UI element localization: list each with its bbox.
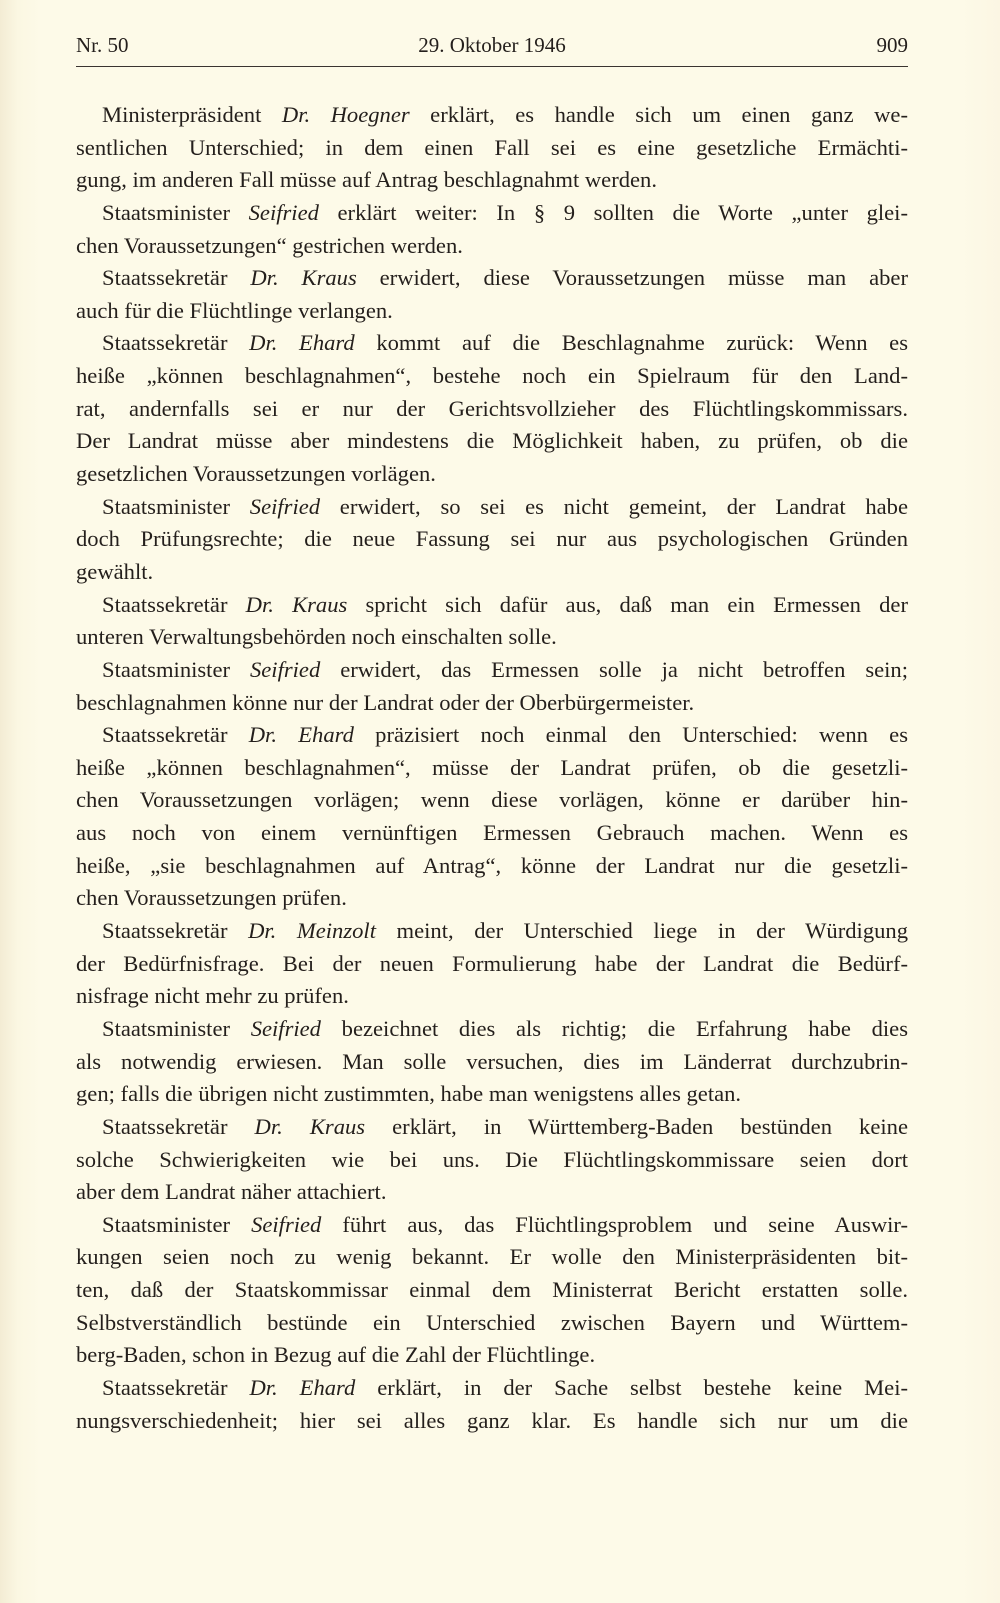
speaker-name: Dr. Ehard bbox=[248, 722, 354, 748]
text-run: chen Voraussetzungen“ gestrichen werden. bbox=[76, 232, 463, 258]
paragraph bbox=[76, 589, 908, 654]
text-run: gung, im anderen Fall müsse auf Antrag beschlagnahmt werden. bbox=[76, 167, 658, 193]
text-run: chen Voraussetzungen prüfen. bbox=[76, 885, 347, 911]
text-run: meint, der Unterschied liege in der Würdigung bbox=[375, 918, 909, 944]
header-date: 29. Oktober 1946 bbox=[418, 33, 566, 57]
text-line bbox=[76, 393, 908, 426]
text-run: heiße „können beschlagnahmen“, bestehe noch ein Spielraum für den Land- bbox=[76, 363, 908, 389]
text-line bbox=[76, 817, 908, 850]
text-line bbox=[76, 1307, 908, 1340]
text-run: rat, andernfalls sei er nur der Gerichtsvollzieher des Flüchtlingskommissars. bbox=[76, 395, 908, 421]
text-run: erklärt weiter: In § 9 sollten die Worte „unter glei- bbox=[318, 199, 908, 225]
text-run: kungen seien noch zu wenig bekannt. Er wolle den Ministerpräsidenten bit- bbox=[76, 1244, 908, 1270]
text-run: Staatssekretär bbox=[102, 265, 251, 291]
page-number: 909 bbox=[876, 33, 908, 57]
text-line bbox=[76, 1078, 908, 1111]
text-run: spricht sich dafür aus, daß man ein Ermessen der bbox=[347, 591, 908, 617]
text-line bbox=[76, 719, 908, 752]
text-run: Staatssekretär bbox=[102, 1113, 255, 1139]
text-line bbox=[76, 491, 908, 524]
text-line bbox=[76, 1241, 908, 1274]
speaker-name: Seifried bbox=[251, 1211, 322, 1237]
text-run: auch für die Flüchtlinge verlangen. bbox=[76, 297, 393, 323]
text-line bbox=[76, 99, 908, 132]
text-line bbox=[76, 425, 908, 458]
text-run: beschlagnahmen könne nur der Landrat oder der Oberbürgermeister. bbox=[76, 689, 695, 715]
text-run: erwidert, diese Voraussetzungen müsse man aber bbox=[356, 265, 908, 291]
text-run: bezeichnet dies als richtig; die Erfahrung habe dies bbox=[320, 1015, 908, 1041]
text-run: Der Landrat müsse aber mindestens die Möglichkeit haben, zu prüfen, ob die bbox=[76, 428, 908, 454]
text-run: Staatssekretär bbox=[102, 591, 246, 617]
speaker-name: Dr. Kraus bbox=[250, 265, 357, 291]
text-line bbox=[76, 687, 908, 720]
paragraph bbox=[76, 1013, 908, 1111]
text-run: doch Prüfungsrechte; die neue Fassung sei nur aus psychologischen Gründen bbox=[76, 526, 908, 552]
text-run: nungsverschiedenheit; hier sei alles ganz klar. Es handle sich nur um die bbox=[76, 1407, 908, 1433]
text-line bbox=[76, 850, 908, 883]
paragraph bbox=[76, 327, 908, 490]
text-run: als notwendig erwiesen. Man solle versuchen, dies im Länderrat durchzubrin- bbox=[76, 1048, 908, 1074]
text-line bbox=[76, 523, 908, 556]
text-run: erwidert, das Ermessen solle ja nicht betroffen sein; bbox=[320, 656, 909, 682]
issue-number: Nr. 50 bbox=[76, 33, 129, 57]
speaker-name: Dr. Kraus bbox=[254, 1113, 366, 1139]
text-line bbox=[76, 132, 908, 165]
text-line bbox=[76, 262, 908, 295]
text-run: Ministerpräsident bbox=[102, 102, 282, 127]
text-line bbox=[76, 1372, 908, 1405]
text-run: aber dem Landrat näher attachiert. bbox=[76, 1179, 387, 1205]
text-run: Staatsminister bbox=[102, 656, 250, 682]
text-line bbox=[76, 1144, 908, 1177]
text-run: Staatsminister bbox=[102, 199, 249, 225]
text-line bbox=[76, 1013, 908, 1046]
text-run: gesetzlichen Voraussetzungen vorlägen. bbox=[76, 461, 436, 487]
text-line bbox=[76, 882, 908, 915]
text-line bbox=[76, 556, 908, 589]
paragraph bbox=[76, 197, 908, 262]
paragraph bbox=[76, 99, 908, 197]
body-text bbox=[76, 99, 908, 1437]
text-run: erklärt, in Württemberg-Baden bestünden keine bbox=[365, 1113, 908, 1139]
text-line bbox=[76, 1339, 908, 1372]
text-run: Staatssekretär bbox=[102, 330, 250, 356]
text-line bbox=[76, 197, 908, 230]
text-line bbox=[76, 980, 908, 1013]
text-line bbox=[76, 230, 908, 263]
text-line bbox=[76, 948, 908, 981]
text-line bbox=[76, 164, 908, 197]
text-line bbox=[76, 589, 908, 622]
text-line bbox=[76, 1209, 908, 1242]
text-run: solche Schwierigkeiten wie bei uns. Die Flüchtlingskommissare seien dort bbox=[76, 1146, 908, 1172]
text-run: erklärt, es handle sich um einen ganz we- bbox=[409, 102, 908, 127]
speaker-name: Dr. Hoegner bbox=[281, 102, 410, 127]
text-run: aus noch von einem vernünftigen Ermessen Gebrauch machen. Wenn es bbox=[76, 820, 908, 846]
paragraph bbox=[76, 1209, 908, 1372]
text-run: Staatsminister bbox=[102, 1015, 251, 1041]
speaker-name: Seifried bbox=[249, 656, 321, 682]
paragraph bbox=[76, 654, 908, 719]
speaker-name: Dr. Ehard bbox=[249, 330, 355, 356]
text-line bbox=[76, 654, 908, 687]
text-run: gewählt. bbox=[76, 558, 154, 584]
text-run: kommt auf die Beschlagnahme zurück: Wenn es bbox=[354, 330, 908, 356]
text-run: unteren Verwaltungsbehörden noch einschalten solle. bbox=[76, 624, 557, 650]
text-line bbox=[76, 327, 908, 360]
text-line bbox=[76, 784, 908, 817]
text-run: erklärt, in der Sache selbst bestehe keine Mei- bbox=[355, 1374, 908, 1400]
running-header bbox=[76, 30, 908, 60]
text-line bbox=[76, 295, 908, 328]
text-line bbox=[76, 1111, 908, 1144]
text-line bbox=[76, 915, 908, 948]
text-run: gen; falls die übrigen nicht zustimmten, habe man wenigstens alles getan. bbox=[76, 1081, 742, 1107]
text-line bbox=[76, 1405, 908, 1438]
text-run: der Bedürfnisfrage. Bei der neuen Formulierung habe der Landrat die Bedürf- bbox=[76, 950, 908, 976]
text-line bbox=[76, 458, 908, 491]
text-run: Staatsminister bbox=[102, 1211, 252, 1237]
text-line bbox=[76, 1046, 908, 1079]
text-run: heiße „können beschlagnahmen“, müsse der Landrat prüfen, ob die gesetzli- bbox=[76, 754, 908, 780]
text-run: erwidert, so sei es nicht gemeint, der Landrat habe bbox=[320, 493, 908, 519]
speaker-name: Dr. Ehard bbox=[249, 1374, 356, 1400]
paragraph bbox=[76, 1111, 908, 1209]
text-run: heiße, „sie beschlagnahmen auf Antrag“, könne der Landrat nur die gesetzli- bbox=[76, 852, 908, 878]
speaker-name: Seifried bbox=[248, 199, 319, 225]
text-run: Staatssekretär bbox=[102, 918, 249, 944]
speaker-name: Seifried bbox=[250, 1015, 321, 1041]
text-run: führt aus, das Flüchtlingsproblem und seine Auswir- bbox=[321, 1211, 909, 1237]
text-line bbox=[76, 1176, 908, 1209]
text-run: chen Voraussetzungen vorlägen; wenn diese vorlägen, könne er darüber hin- bbox=[76, 787, 908, 813]
text-run: präzisiert noch einmal den Unterschied: wenn es bbox=[353, 722, 908, 748]
text-line bbox=[76, 1274, 908, 1307]
paragraph bbox=[76, 262, 908, 327]
paragraph bbox=[76, 1372, 908, 1437]
text-run: Selbstverständlich bestünde ein Unterschied zwischen Bayern und Württem- bbox=[76, 1309, 908, 1335]
speaker-name: Dr. Kraus bbox=[245, 591, 348, 617]
text-line bbox=[76, 621, 908, 654]
text-run: ten, daß der Staatskommissar einmal dem Ministerrat Bericht erstatten solle. bbox=[76, 1277, 908, 1303]
text-run: Staatssekretär bbox=[102, 1374, 250, 1400]
text-run: Staatsminister bbox=[102, 493, 250, 519]
text-run: Staatssekretär bbox=[102, 722, 249, 748]
paragraph bbox=[76, 719, 908, 915]
text-run: sentlichen Unterschied; in dem einen Fall sei es eine gesetzliche Ermächti- bbox=[76, 134, 908, 160]
speaker-name: Seifried bbox=[249, 493, 321, 519]
text-run: nisfrage nicht mehr zu prüfen. bbox=[76, 983, 349, 1009]
paragraph bbox=[76, 491, 908, 589]
header-rule bbox=[76, 66, 908, 67]
text-line bbox=[76, 752, 908, 785]
speaker-name: Dr. Meinzolt bbox=[248, 918, 376, 944]
text-line bbox=[76, 360, 908, 393]
text-run: berg-Baden, schon in Bezug auf die Zahl der Flüchtlinge. bbox=[76, 1342, 596, 1368]
paragraph bbox=[76, 915, 908, 1013]
